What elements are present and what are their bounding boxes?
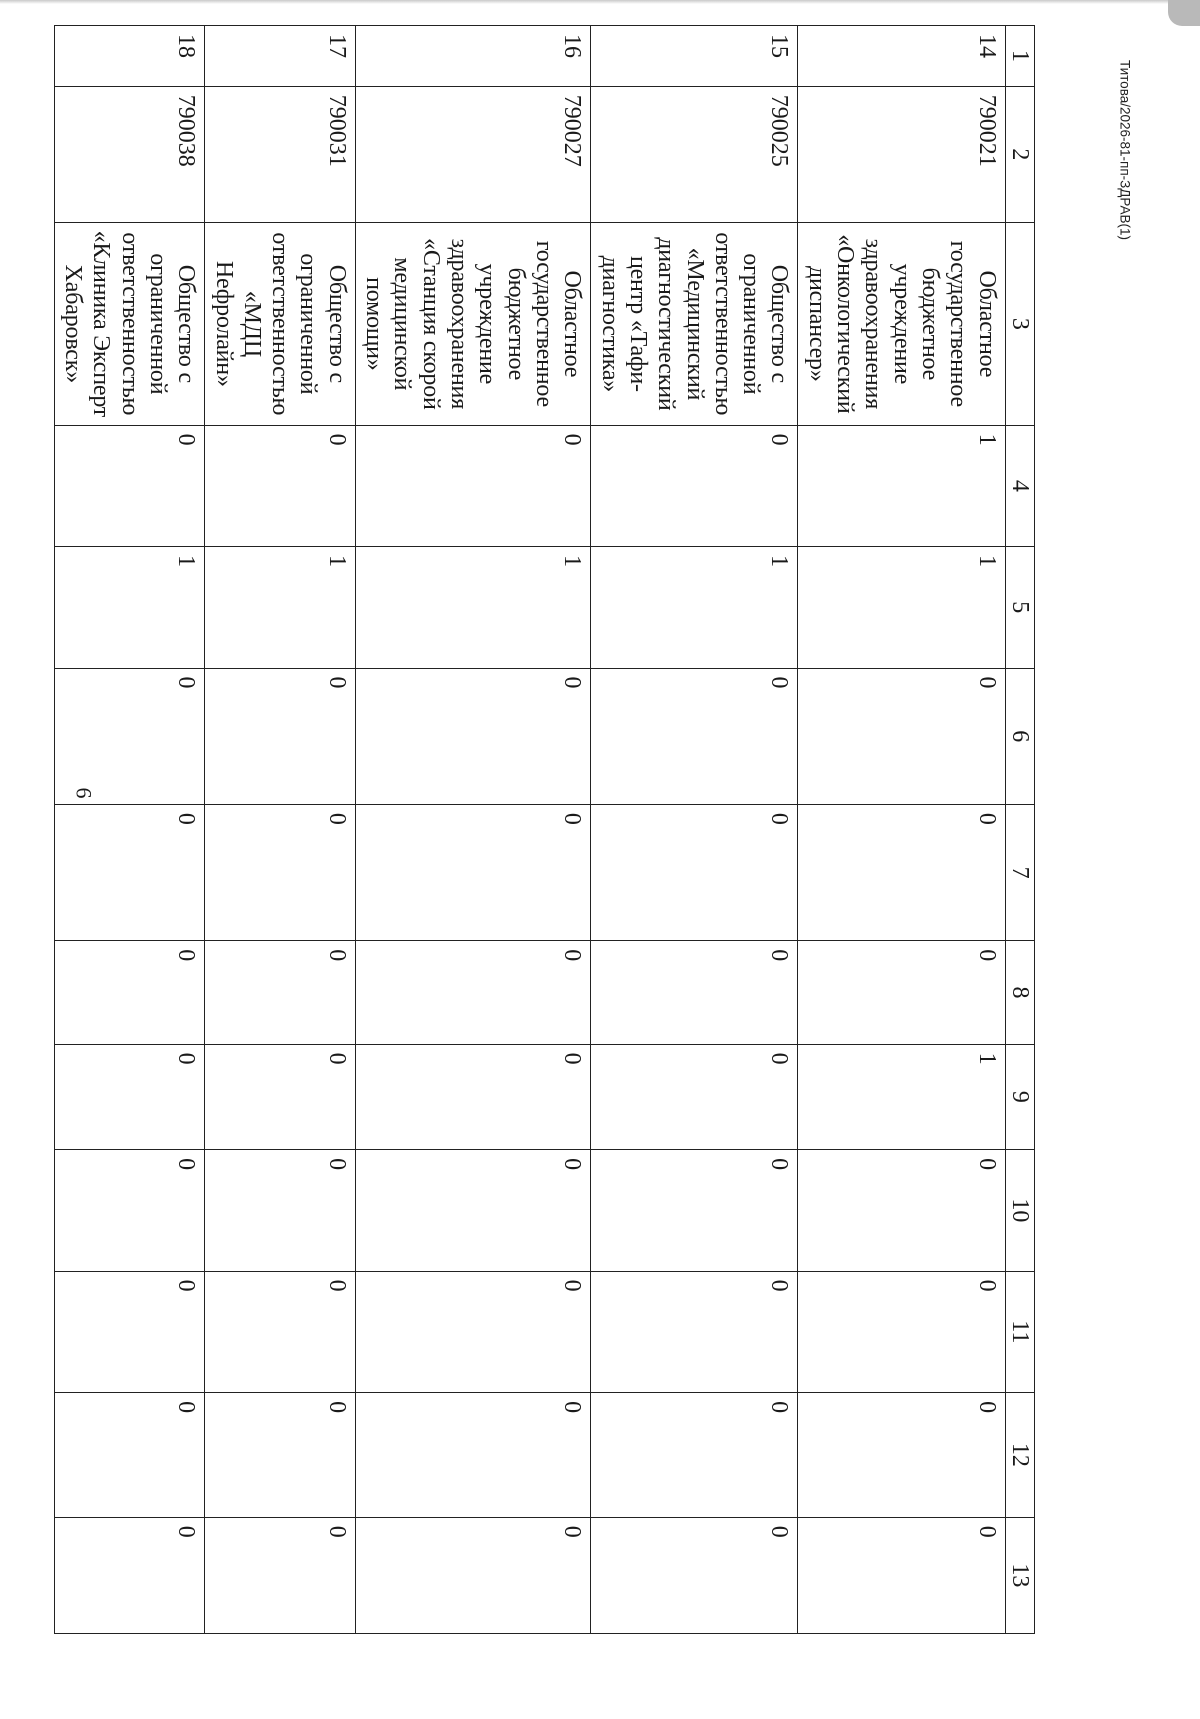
organization-name-line: «Медицинский — [681, 247, 708, 401]
value-cell: 1 — [54, 547, 205, 668]
page-number: 6 — [71, 787, 97, 799]
organization-name-line: «Станция скорой — [417, 238, 444, 410]
row-number-cell: 16 — [355, 26, 591, 87]
organization-name-line: ответственностью — [267, 232, 294, 416]
organization-name-cell — [798, 223, 1005, 425]
value-cell: 0 — [54, 425, 205, 546]
value-cell: 0 — [355, 1150, 591, 1271]
organization-code-cell: 790038 — [54, 86, 205, 222]
organization-code-cell: 790021 — [798, 86, 1005, 222]
value-cell: 0 — [54, 941, 205, 1044]
organization-name-line: учреждение — [474, 263, 501, 385]
value-cell: 0 — [205, 1393, 356, 1518]
value-cell: 0 — [591, 1044, 798, 1149]
value-cell: 0 — [355, 941, 591, 1044]
value-cell: 0 — [591, 1393, 798, 1518]
value-cell: 0 — [591, 1517, 798, 1633]
value-cell: 0 — [591, 1271, 798, 1392]
value-cell: 0 — [591, 668, 798, 804]
value-cell: 0 — [798, 1393, 1005, 1518]
organization-name-line: бюджетное — [502, 267, 529, 381]
value-cell: 0 — [355, 804, 591, 940]
value-cell: 0 — [205, 668, 356, 804]
table-row — [54, 26, 205, 1634]
organization-name-line: диагностический — [653, 237, 680, 411]
column-number-cell: 10 — [1005, 1150, 1034, 1271]
organization-name-line: Общество с — [173, 264, 200, 383]
organization-name-line: диагностика» — [596, 255, 623, 393]
document-stamp: Титова/2026-81-пп-ЗДРАВ(1) — [1117, 59, 1133, 241]
value-cell: 0 — [205, 1271, 356, 1392]
column-number-cell: 11 — [1005, 1271, 1034, 1392]
value-cell: 0 — [54, 804, 205, 940]
organization-name-line: центр «Тафи- — [624, 255, 651, 392]
row-number-cell: 14 — [798, 26, 1005, 87]
value-cell: 0 — [591, 425, 798, 546]
value-cell: 0 — [355, 1044, 591, 1149]
organization-code-cell: 790031 — [205, 86, 356, 222]
value-cell: 0 — [355, 1393, 591, 1518]
value-cell: 1 — [798, 425, 1005, 546]
organization-name-cell — [205, 223, 356, 425]
value-cell: 1 — [355, 547, 591, 668]
organization-name-cell — [54, 223, 205, 425]
table-row — [798, 26, 1005, 1634]
value-cell: 0 — [355, 425, 591, 546]
value-cell: 0 — [205, 1150, 356, 1271]
column-number-cell: 2 — [1005, 86, 1034, 222]
column-number-cell: 6 — [1005, 668, 1034, 804]
column-number-row — [1005, 26, 1034, 1634]
row-number-cell: 15 — [591, 26, 798, 87]
organization-name-line: Областное — [973, 270, 1000, 378]
organization-name-line: Областное — [559, 270, 586, 378]
organization-name-line: помощи» — [361, 277, 388, 371]
organization-name-cell — [591, 223, 798, 425]
column-number-cell: 8 — [1005, 941, 1034, 1044]
organization-name-line: учреждение — [888, 263, 915, 385]
value-cell: 0 — [54, 1044, 205, 1149]
organization-name-line: бюджетное — [917, 267, 944, 381]
organization-name-line: «МДЦ — [238, 290, 265, 357]
column-number-cell: 7 — [1005, 804, 1034, 940]
value-cell: 1 — [798, 547, 1005, 668]
value-cell: 0 — [798, 668, 1005, 804]
column-number-cell: 3 — [1005, 223, 1034, 425]
organization-code-cell: 790027 — [355, 86, 591, 222]
value-cell: 0 — [355, 668, 591, 804]
value-cell: 0 — [355, 1517, 591, 1633]
value-cell: 1 — [798, 1044, 1005, 1149]
organization-name-line: ограниченной — [738, 253, 765, 395]
scan-corner-mark — [1168, 0, 1200, 26]
column-number-cell: 5 — [1005, 547, 1034, 668]
organization-name-line: ответственностью — [116, 232, 143, 416]
column-number-cell: 9 — [1005, 1044, 1034, 1149]
value-cell: 0 — [205, 1517, 356, 1633]
organization-name-line: государственное — [945, 240, 972, 407]
value-cell: 0 — [205, 425, 356, 546]
value-cell: 0 — [54, 1517, 205, 1633]
organization-name-line: медицинской — [389, 257, 416, 391]
data-table — [54, 25, 1035, 1634]
organization-name-line: «Клиника Эксперт — [88, 230, 115, 418]
value-cell: 0 — [205, 941, 356, 1044]
organization-name-line: государственное — [531, 240, 557, 407]
organization-name-cell — [355, 223, 591, 425]
value-cell: 0 — [591, 804, 798, 940]
row-number-cell: 17 — [205, 26, 356, 87]
rotated-table-container — [60, 25, 1035, 1634]
organization-name-line: Хабаровск» — [60, 264, 86, 384]
value-cell: 0 — [798, 941, 1005, 1044]
organization-name-line: ограниченной — [144, 253, 171, 395]
organization-name-line: диспансер» — [803, 266, 830, 382]
column-number-cell: 4 — [1005, 425, 1034, 546]
column-number-cell: 1 — [1005, 26, 1034, 87]
row-number-cell: 18 — [54, 26, 205, 87]
value-cell: 0 — [798, 1271, 1005, 1392]
organization-name-line: ответственностью — [709, 232, 736, 416]
scan-top-edge — [0, 0, 1200, 4]
value-cell: 1 — [205, 547, 356, 668]
organization-name-line: «Онкологический — [832, 234, 859, 414]
value-cell: 0 — [591, 1150, 798, 1271]
value-cell: 0 — [54, 668, 205, 804]
organization-name-line: Общество с — [323, 264, 350, 383]
value-cell: 1 — [591, 547, 798, 668]
value-cell: 0 — [798, 804, 1005, 940]
value-cell: 0 — [54, 1393, 205, 1518]
organization-name-line: Общество с — [766, 264, 793, 383]
table-row — [355, 26, 591, 1634]
organization-code-cell: 790025 — [591, 86, 798, 222]
value-cell: 0 — [798, 1517, 1005, 1633]
organization-name-line: ограниченной — [295, 253, 322, 395]
value-cell: 0 — [798, 1150, 1005, 1271]
organization-name-line: Нефролайн» — [210, 260, 237, 387]
value-cell: 0 — [54, 1271, 205, 1392]
table-row — [205, 26, 356, 1634]
organization-name-line: здравоохранения — [860, 238, 887, 410]
value-cell: 0 — [54, 1150, 205, 1271]
value-cell: 0 — [591, 941, 798, 1044]
value-cell: 0 — [205, 1044, 356, 1149]
column-number-cell: 12 — [1005, 1393, 1034, 1518]
value-cell: 0 — [205, 804, 356, 940]
value-cell: 0 — [355, 1271, 591, 1392]
table-row — [591, 26, 798, 1634]
organization-name-line: здравоохранения — [446, 238, 473, 410]
column-number-cell: 13 — [1005, 1517, 1034, 1633]
